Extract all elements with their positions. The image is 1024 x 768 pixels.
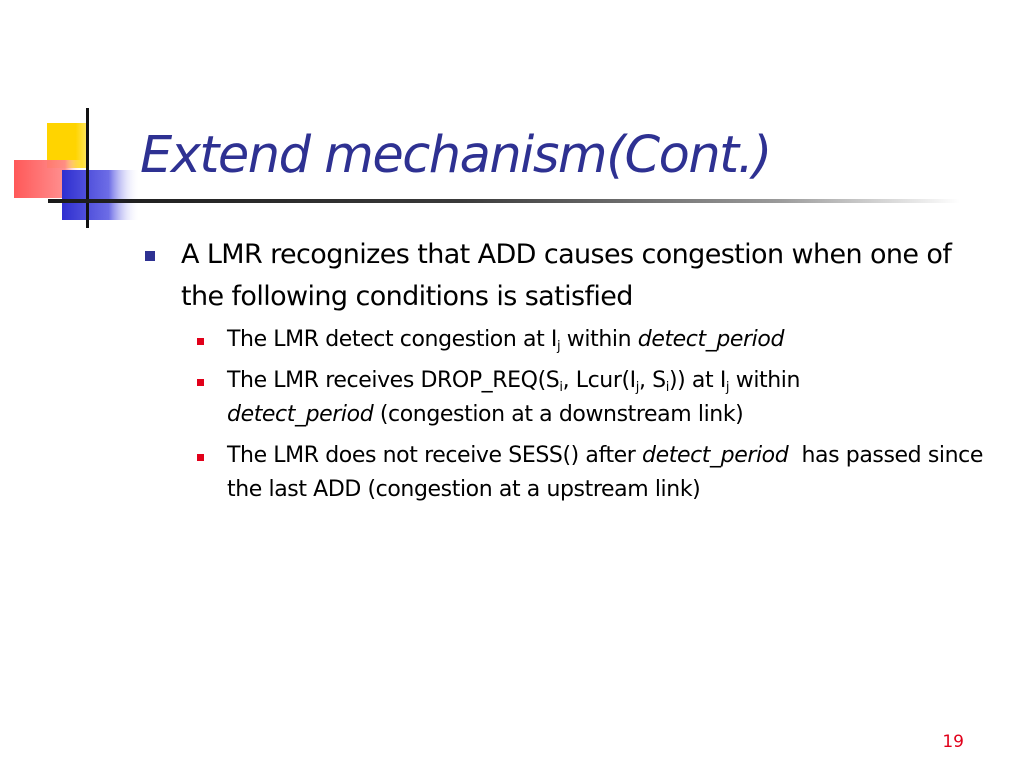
subscript: j bbox=[725, 380, 730, 395]
level1-bullet-icon bbox=[145, 251, 155, 261]
sub-bullet-1 bbox=[227, 323, 987, 357]
detect-period-term: detect_period bbox=[642, 443, 789, 468]
sub-bullet-2-text: The LMR receives DROP_REQ(S bbox=[227, 368, 560, 393]
corner-squares-logo-icon bbox=[0, 0, 180, 240]
sub-bullet-3 bbox=[227, 439, 990, 507]
bullet-text: A LMR recognizes that ADD causes congestion when one of the following conditions is satisfied bbox=[181, 239, 952, 312]
detect-period-term: detect_period bbox=[227, 402, 374, 427]
subscript: j bbox=[557, 339, 561, 354]
level2-bullet-icon bbox=[197, 379, 204, 386]
detect-period-term: detect_period bbox=[637, 327, 785, 352]
sub-bullet-2-text: within bbox=[729, 368, 801, 393]
sub-bullet-2-text: , S bbox=[638, 368, 666, 393]
subscript: i bbox=[559, 380, 563, 395]
subscript: j bbox=[635, 380, 639, 395]
sub-bullet-3-text: The LMR does not receive SESS() after bbox=[227, 443, 643, 468]
sub-bullet-2-text: )) at I bbox=[668, 368, 726, 393]
sub-bullet-2-text: , Lcur(I bbox=[562, 368, 636, 393]
level2-bullet-icon bbox=[197, 338, 204, 345]
sub-bullet-3-text: has passed since the last ADD (congestion at a upstream link) bbox=[227, 443, 990, 502]
slide-title: Extend mechanism(Cont.) bbox=[140, 126, 771, 185]
sub-bullet-1-text: The LMR detect congestion at I bbox=[227, 327, 557, 352]
title-divider bbox=[48, 199, 960, 203]
sub-bullet-2 bbox=[227, 364, 987, 432]
sub-bullet-1-text: within bbox=[560, 327, 638, 352]
subscript: i bbox=[665, 380, 669, 395]
page-number: 19 bbox=[942, 732, 964, 752]
sub-bullet-2-text: (congestion at a downstream link) bbox=[373, 402, 744, 427]
level2-bullet-icon bbox=[197, 454, 204, 461]
